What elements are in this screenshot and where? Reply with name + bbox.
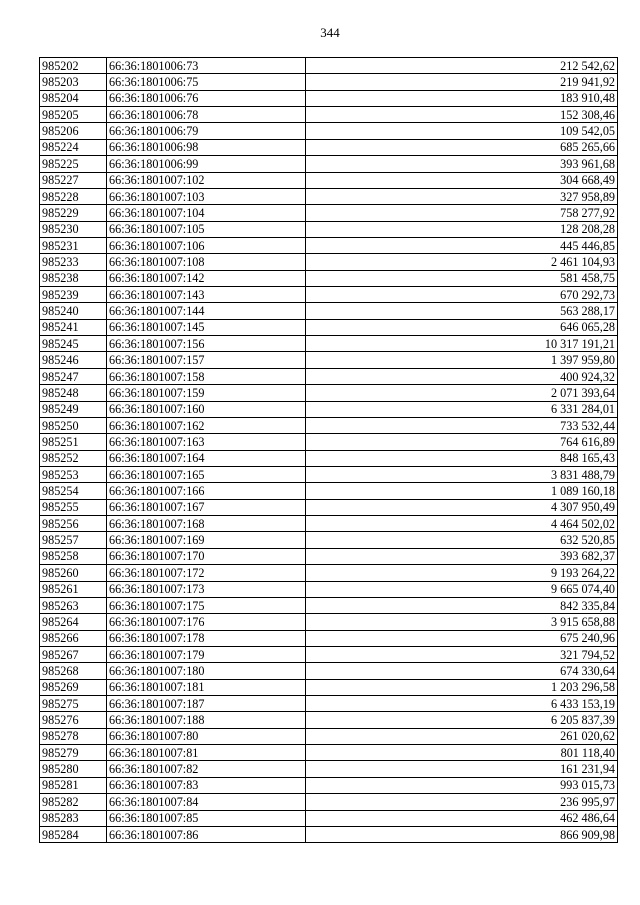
row-number-cell: 985275: [40, 696, 107, 712]
row-number-cell: 985266: [40, 630, 107, 646]
cadastral-number-cell: 66:36:1801007:159: [107, 385, 306, 401]
table-row: [40, 696, 618, 712]
cadastral-value-cell: 109 542,05: [306, 123, 618, 139]
table-row: [40, 777, 618, 793]
row-number-cell: 985203: [40, 74, 107, 90]
cadastral-number-cell: 66:36:1801006:79: [107, 123, 306, 139]
cadastral-value-cell: 733 532,44: [306, 417, 618, 433]
cadastral-value-cell: 848 165,43: [306, 450, 618, 466]
cadastral-value-cell: 321 794,52: [306, 646, 618, 662]
row-number-cell: 985229: [40, 205, 107, 221]
row-number-cell: 985260: [40, 565, 107, 581]
table-row: [40, 254, 618, 270]
cadastral-value-cell: 393 682,37: [306, 548, 618, 564]
row-number-cell: 985284: [40, 826, 107, 842]
row-number-cell: 985231: [40, 237, 107, 253]
table-row: [40, 58, 618, 74]
table-row: [40, 74, 618, 90]
cadastral-number-cell: 66:36:1801007:85: [107, 810, 306, 826]
row-number-cell: 985278: [40, 728, 107, 744]
cadastral-number-cell: 66:36:1801007:158: [107, 368, 306, 384]
table-row: [40, 401, 618, 417]
cadastral-value-cell: 128 208,28: [306, 221, 618, 237]
cadastral-value-cell: 4 464 502,02: [306, 516, 618, 532]
row-number-cell: 985263: [40, 597, 107, 613]
table-row: [40, 188, 618, 204]
row-number-cell: 985241: [40, 319, 107, 335]
cadastral-number-cell: 66:36:1801007:167: [107, 499, 306, 515]
row-number-cell: 985279: [40, 745, 107, 761]
row-number-cell: 985268: [40, 663, 107, 679]
cadastral-value-cell: 842 335,84: [306, 597, 618, 613]
cadastral-value-cell: 219 941,92: [306, 74, 618, 90]
cadastral-number-cell: 66:36:1801007:108: [107, 254, 306, 270]
table-row: [40, 597, 618, 613]
row-number-cell: 985254: [40, 483, 107, 499]
row-number-cell: 985247: [40, 368, 107, 384]
cadastral-number-cell: 66:36:1801007:165: [107, 466, 306, 482]
cadastral-number-cell: 66:36:1801007:83: [107, 777, 306, 793]
cadastral-value-cell: 3 831 488,79: [306, 466, 618, 482]
table-row: [40, 368, 618, 384]
row-number-cell: 985204: [40, 90, 107, 106]
cadastral-number-cell: 66:36:1801007:179: [107, 646, 306, 662]
table-row: [40, 826, 618, 842]
cadastral-value-cell: 462 486,64: [306, 810, 618, 826]
cadastral-value-cell: 161 231,94: [306, 761, 618, 777]
row-number-cell: 985250: [40, 417, 107, 433]
cadastral-value-cell: 1 397 959,80: [306, 352, 618, 368]
cadastral-value-cell: 6 205 837,39: [306, 712, 618, 728]
row-number-cell: 985267: [40, 646, 107, 662]
row-number-cell: 985246: [40, 352, 107, 368]
cadastral-value-cell: 400 924,32: [306, 368, 618, 384]
table-row: [40, 630, 618, 646]
cadastral-value-cell: 152 308,46: [306, 107, 618, 123]
table-row: [40, 123, 618, 139]
cadastral-number-cell: 66:36:1801007:162: [107, 417, 306, 433]
table-row: [40, 450, 618, 466]
cadastral-number-cell: 66:36:1801007:166: [107, 483, 306, 499]
table-row: [40, 205, 618, 221]
row-number-cell: 985257: [40, 532, 107, 548]
cadastral-value-cell: 212 542,62: [306, 58, 618, 74]
table-row: [40, 319, 618, 335]
table-row: [40, 499, 618, 515]
row-number-cell: 985205: [40, 107, 107, 123]
table-row: [40, 663, 618, 679]
row-number-cell: 985206: [40, 123, 107, 139]
cadastral-value-cell: 261 020,62: [306, 728, 618, 744]
cadastral-number-cell: 66:36:1801006:99: [107, 156, 306, 172]
cadastral-number-cell: 66:36:1801007:82: [107, 761, 306, 777]
row-number-cell: 985282: [40, 794, 107, 810]
cadastral-value-cell: 866 909,98: [306, 826, 618, 842]
cadastral-number-cell: 66:36:1801007:80: [107, 728, 306, 744]
cadastral-value-cell: 764 616,89: [306, 434, 618, 450]
cadastral-value-cell: 183 910,48: [306, 90, 618, 106]
cadastral-value-cell: 646 065,28: [306, 319, 618, 335]
table-row: [40, 516, 618, 532]
cadastral-number-cell: 66:36:1801007:145: [107, 319, 306, 335]
table-row: [40, 417, 618, 433]
table-row: [40, 646, 618, 662]
cadastral-value-cell: 4 307 950,49: [306, 499, 618, 515]
cadastral-value-cell: 445 446,85: [306, 237, 618, 253]
cadastral-value-cell: 675 240,96: [306, 630, 618, 646]
cadastral-number-cell: 66:36:1801007:81: [107, 745, 306, 761]
cadastral-number-cell: 66:36:1801007:163: [107, 434, 306, 450]
cadastral-value-table: [39, 57, 618, 843]
cadastral-value-cell: 801 118,40: [306, 745, 618, 761]
table-row: [40, 483, 618, 499]
row-number-cell: 985276: [40, 712, 107, 728]
row-number-cell: 985256: [40, 516, 107, 532]
page-number: 344: [320, 25, 340, 40]
cadastral-value-cell: 393 961,68: [306, 156, 618, 172]
cadastral-value-cell: 1 089 160,18: [306, 483, 618, 499]
row-number-cell: 985227: [40, 172, 107, 188]
cadastral-number-cell: 66:36:1801006:73: [107, 58, 306, 74]
cadastral-number-cell: 66:36:1801007:181: [107, 679, 306, 695]
cadastral-number-cell: 66:36:1801006:98: [107, 139, 306, 155]
cadastral-number-cell: 66:36:1801007:157: [107, 352, 306, 368]
row-number-cell: 985239: [40, 287, 107, 303]
cadastral-number-cell: 66:36:1801007:105: [107, 221, 306, 237]
cadastral-number-cell: 66:36:1801007:175: [107, 597, 306, 613]
table-row: [40, 237, 618, 253]
cadastral-value-cell: 674 330,64: [306, 663, 618, 679]
cadastral-number-cell: 66:36:1801007:104: [107, 205, 306, 221]
cadastral-value-cell: 9 665 074,40: [306, 581, 618, 597]
table-row: [40, 303, 618, 319]
table-row: [40, 221, 618, 237]
cadastral-number-cell: 66:36:1801007:178: [107, 630, 306, 646]
row-number-cell: 985224: [40, 139, 107, 155]
cadastral-number-cell: 66:36:1801007:180: [107, 663, 306, 679]
row-number-cell: 985280: [40, 761, 107, 777]
table-row: [40, 810, 618, 826]
table-row: [40, 532, 618, 548]
cadastral-number-cell: 66:36:1801007:176: [107, 614, 306, 630]
cadastral-number-cell: 66:36:1801007:156: [107, 336, 306, 352]
cadastral-value-cell: 6 433 153,19: [306, 696, 618, 712]
table-row: [40, 139, 618, 155]
table-body: [40, 58, 618, 843]
row-number-cell: 985251: [40, 434, 107, 450]
cadastral-value-cell: 10 317 191,21: [306, 336, 618, 352]
table-row: [40, 352, 618, 368]
table-row: [40, 548, 618, 564]
table-row: [40, 466, 618, 482]
row-number-cell: 985230: [40, 221, 107, 237]
table-row: [40, 679, 618, 695]
row-number-cell: 985252: [40, 450, 107, 466]
cadastral-number-cell: 66:36:1801007:164: [107, 450, 306, 466]
cadastral-value-cell: 236 995,97: [306, 794, 618, 810]
row-number-cell: 985258: [40, 548, 107, 564]
table-row: [40, 270, 618, 286]
cadastral-value-cell: 581 458,75: [306, 270, 618, 286]
cadastral-value-cell: 758 277,92: [306, 205, 618, 221]
table-row: [40, 565, 618, 581]
row-number-cell: 985261: [40, 581, 107, 597]
row-number-cell: 985245: [40, 336, 107, 352]
cadastral-number-cell: 66:36:1801007:188: [107, 712, 306, 728]
table-row: [40, 156, 618, 172]
cadastral-value-cell: 2 071 393,64: [306, 385, 618, 401]
cadastral-number-cell: 66:36:1801007:86: [107, 826, 306, 842]
row-number-cell: 985253: [40, 466, 107, 482]
cadastral-number-cell: 66:36:1801006:76: [107, 90, 306, 106]
row-number-cell: 985233: [40, 254, 107, 270]
row-number-cell: 985281: [40, 777, 107, 793]
cadastral-value-cell: 2 461 104,93: [306, 254, 618, 270]
cadastral-value-cell: 632 520,85: [306, 532, 618, 548]
table-row: [40, 172, 618, 188]
cadastral-value-cell: 685 265,66: [306, 139, 618, 155]
cadastral-number-cell: 66:36:1801007:142: [107, 270, 306, 286]
row-number-cell: 985249: [40, 401, 107, 417]
cadastral-number-cell: 66:36:1801007:144: [107, 303, 306, 319]
cadastral-number-cell: 66:36:1801007:106: [107, 237, 306, 253]
table-row: [40, 107, 618, 123]
cadastral-value-cell: 304 668,49: [306, 172, 618, 188]
table-row: [40, 434, 618, 450]
row-number-cell: 985248: [40, 385, 107, 401]
row-number-cell: 985225: [40, 156, 107, 172]
cadastral-number-cell: 66:36:1801006:78: [107, 107, 306, 123]
cadastral-value-cell: 563 288,17: [306, 303, 618, 319]
cadastral-number-cell: 66:36:1801007:168: [107, 516, 306, 532]
cadastral-value-cell: 327 958,89: [306, 188, 618, 204]
row-number-cell: 985255: [40, 499, 107, 515]
table-row: [40, 614, 618, 630]
table-row: [40, 794, 618, 810]
cadastral-number-cell: 66:36:1801007:170: [107, 548, 306, 564]
table-row: [40, 761, 618, 777]
cadastral-number-cell: 66:36:1801007:187: [107, 696, 306, 712]
cadastral-number-cell: 66:36:1801007:172: [107, 565, 306, 581]
row-number-cell: 985283: [40, 810, 107, 826]
cadastral-value-cell: 1 203 296,58: [306, 679, 618, 695]
cadastral-number-cell: 66:36:1801006:75: [107, 74, 306, 90]
cadastral-value-cell: 3 915 658,88: [306, 614, 618, 630]
cadastral-value-cell: 993 015,73: [306, 777, 618, 793]
table-row: [40, 712, 618, 728]
table-row: [40, 745, 618, 761]
table-row: [40, 581, 618, 597]
cadastral-number-cell: 66:36:1801007:143: [107, 287, 306, 303]
cadastral-value-cell: 9 193 264,22: [306, 565, 618, 581]
cadastral-number-cell: 66:36:1801007:103: [107, 188, 306, 204]
row-number-cell: 985264: [40, 614, 107, 630]
table-row: [40, 287, 618, 303]
cadastral-number-cell: 66:36:1801007:102: [107, 172, 306, 188]
cadastral-number-cell: 66:36:1801007:160: [107, 401, 306, 417]
cadastral-number-cell: 66:36:1801007:173: [107, 581, 306, 597]
row-number-cell: 985269: [40, 679, 107, 695]
cadastral-value-cell: 670 292,73: [306, 287, 618, 303]
cadastral-number-cell: 66:36:1801007:84: [107, 794, 306, 810]
cadastral-value-cell: 6 331 284,01: [306, 401, 618, 417]
table-row: [40, 90, 618, 106]
table-row: [40, 385, 618, 401]
table-row: [40, 336, 618, 352]
cadastral-number-cell: 66:36:1801007:169: [107, 532, 306, 548]
row-number-cell: 985240: [40, 303, 107, 319]
row-number-cell: 985202: [40, 58, 107, 74]
row-number-cell: 985238: [40, 270, 107, 286]
row-number-cell: 985228: [40, 188, 107, 204]
table-row: [40, 728, 618, 744]
